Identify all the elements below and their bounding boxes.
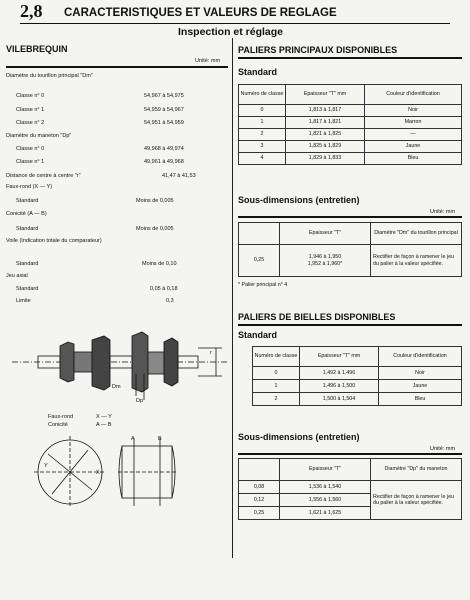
bielle-title-bar <box>238 324 462 326</box>
spec-label: Conicité (A — B) <box>6 211 47 217</box>
cell: 2 <box>239 129 286 141</box>
spec-value: 41,47 à 41,53 <box>162 173 196 179</box>
spec-label: Classe n° 0 <box>16 93 45 99</box>
col-header <box>239 459 280 481</box>
legend-fauxrond: Faux-rond <box>48 414 74 420</box>
cell: Noir <box>365 105 462 117</box>
col-header: Diamètre "Dm" du tourillon principal <box>371 223 462 245</box>
table-row <box>239 105 462 117</box>
col-header: Numéro de classe <box>239 85 286 105</box>
left-unit: Unité: mm <box>195 58 221 64</box>
cell: 1,825 à 1,829 <box>286 141 365 153</box>
label-r: r <box>210 350 212 356</box>
label-y: Y <box>44 463 48 469</box>
spec-row <box>16 286 228 292</box>
cell: Jaune <box>379 380 462 393</box>
spec-row <box>16 120 228 126</box>
spec-value: 49,968 à 49,974 <box>144 146 184 152</box>
main-undersize-bar <box>238 216 462 218</box>
cell: 1,621 à 1,625 <box>280 507 371 520</box>
col-header: Epaisseur "T" mm <box>300 347 379 367</box>
bielle-standard-label: Standard <box>238 330 278 340</box>
table-row <box>253 380 462 393</box>
measurement-diagram <box>30 432 210 512</box>
paliers-principaux-title: PALIERS PRINCIPAUX DISPONIBLES <box>238 45 398 55</box>
spec-row <box>16 261 228 267</box>
thickness-value-alt: 1,952 à 1,960* <box>307 260 343 267</box>
main-bearing-table <box>238 84 462 165</box>
spec-row <box>16 146 228 152</box>
main-undersize-title: Sous-dimensions (entretien) <box>238 195 360 205</box>
cell <box>280 245 371 277</box>
col-header: Epaisseur "T" <box>280 459 371 481</box>
spec-row <box>16 226 228 232</box>
spec-label: Faux-rond (X — Y) <box>6 184 53 190</box>
cell: 1,829 à 1,833 <box>286 153 365 165</box>
table-row <box>239 117 462 129</box>
spec-row <box>16 159 228 165</box>
conrod-undersize-table <box>238 458 462 520</box>
spec-row <box>16 93 228 99</box>
bielle-undersize-unit: Unité: mm <box>430 446 456 452</box>
cell: 1 <box>253 380 300 393</box>
main-undersize-table <box>238 222 462 277</box>
standard-label: Standard <box>238 67 278 77</box>
main-undersize-note: * Palier principal n° 4 <box>238 282 288 288</box>
cell: 1,821 à 1,825 <box>286 129 365 141</box>
legend-conicite: Conicité <box>48 422 68 428</box>
paliers-bielles-title: PALIERS DE BIELLES DISPONIBLES <box>238 312 396 322</box>
spec-label: Standard <box>16 198 39 204</box>
table-row <box>253 393 462 406</box>
spec-label: Standard <box>16 226 39 232</box>
spec-label: Diamètre du maneton "Dp" <box>6 133 72 139</box>
spec-label: Classe n° 1 <box>16 107 45 113</box>
spec-row <box>16 298 228 304</box>
spec-row <box>6 173 228 179</box>
page-title: CARACTERISTIQUES ET VALEURS DE REGLAGE <box>64 7 337 19</box>
table-row <box>239 153 462 165</box>
cell: 1,500 à 1,504 <box>300 393 379 406</box>
spec-label: Classe n° 2 <box>16 120 45 126</box>
section-number: 2,8 <box>20 1 43 21</box>
label-b: B <box>158 436 162 442</box>
spec-value: 54,951 à 54,959 <box>144 120 184 126</box>
column-divider <box>232 38 233 558</box>
cell: 1,536 à 1,540 <box>280 481 371 494</box>
cell: Rectifier de façon à ramener le jeu du palier à la valeur spécifiée. <box>371 245 462 277</box>
cell: Noir <box>379 367 462 380</box>
spec-row <box>6 73 228 79</box>
cell: 0 <box>239 105 286 117</box>
bielle-undersize-title: Sous-dimensions (entretien) <box>238 432 360 442</box>
main-undersize-unit: Unité: mm <box>430 209 456 215</box>
spec-label: Distance de centre à centre "r" <box>6 173 81 179</box>
col-header <box>239 223 280 245</box>
cell: 1,492 à 1,496 <box>300 367 379 380</box>
col-header: Couleur d'identification <box>379 347 462 367</box>
vilebrequin-title: VILEBREQUIN <box>6 44 68 54</box>
col-header: Numéro de classe <box>253 347 300 367</box>
label-dp: Dp <box>136 398 144 404</box>
col-header: Diamètre "Dp" du maneton <box>371 459 462 481</box>
page-header <box>20 3 450 24</box>
legend-conicite-value: A — B <box>96 422 112 428</box>
cell: 1,817 à 1,821 <box>286 117 365 129</box>
label-a: A <box>131 436 135 442</box>
table-row <box>239 481 462 494</box>
left-title-bar <box>6 66 228 68</box>
cell: 1,556 à 1,560 <box>280 494 371 507</box>
spec-label: Classe n° 1 <box>16 159 45 165</box>
legend-fauxrond-value: X — Y <box>96 414 112 420</box>
table-row <box>253 367 462 380</box>
spec-row <box>6 211 47 217</box>
cell: — <box>365 129 462 141</box>
cell: 0,08 <box>239 481 280 494</box>
cell: 0,12 <box>239 494 280 507</box>
cell: 0,25 <box>239 507 280 520</box>
inspection-title: Inspection et réglage <box>178 26 284 38</box>
cell: 1,813 à 1,817 <box>286 105 365 117</box>
col-header: Epaisseur "T" <box>280 223 371 245</box>
cell: Bleu <box>379 393 462 406</box>
bielle-undersize-bar <box>238 453 462 455</box>
cell: 4 <box>239 153 286 165</box>
spec-row <box>6 133 71 139</box>
spec-value: 0,05 à 0,18 <box>150 286 178 292</box>
spec-row <box>16 198 228 204</box>
spec-row <box>6 273 28 279</box>
cell: Bleu <box>365 153 462 165</box>
spec-value: 49,961 à 49,968 <box>144 159 184 165</box>
spec-label: Diamètre du tourillon principal "Dm" <box>6 73 93 79</box>
thickness-value: 1,946 à 1,950 <box>308 254 342 261</box>
crankshaft-diagram <box>8 316 230 408</box>
spec-label: Standard <box>16 286 39 292</box>
cell: Rectifier de façon à ramener le jeu du palier à la valeur spécifiée. <box>371 481 462 520</box>
table-row <box>239 129 462 141</box>
cell: 2 <box>253 393 300 406</box>
spec-value: Moins de 0,10 <box>142 261 177 267</box>
spec-label: Classe n° 0 <box>16 146 45 152</box>
spec-value: 0,3 <box>166 298 174 304</box>
spec-label: Standard <box>16 261 39 267</box>
label-x: X <box>96 470 100 476</box>
spec-value: 54,959 à 54,967 <box>144 107 184 113</box>
right-title-bar <box>238 57 462 59</box>
spec-row <box>16 107 228 113</box>
cell: Marron <box>365 117 462 129</box>
cell: 3 <box>239 141 286 153</box>
spec-value: 54,967 à 54,975 <box>144 93 184 99</box>
spec-label: Limite <box>16 298 31 304</box>
spec-label: Jeu axial <box>6 273 28 279</box>
spec-row <box>6 184 52 190</box>
cell: Jaune <box>365 141 462 153</box>
col-header: Couleur d'identification <box>365 85 462 105</box>
cell: 0 <box>253 367 300 380</box>
cell: 1,496 à 1,500 <box>300 380 379 393</box>
conrod-bearing-table <box>252 346 462 406</box>
table-row <box>239 141 462 153</box>
label-dm: Dm <box>112 384 121 390</box>
cell: 0,25 <box>239 245 280 277</box>
spec-value: Moins de 0,005 <box>136 198 174 204</box>
spec-label: Voile (Indication totale du comparateur) <box>6 238 102 244</box>
table-row <box>239 245 462 277</box>
spec-row <box>6 238 126 245</box>
col-header: Epaisseur "T" mm <box>286 85 365 105</box>
spec-value: Moins de 0,005 <box>136 226 174 232</box>
cell: 1 <box>239 117 286 129</box>
